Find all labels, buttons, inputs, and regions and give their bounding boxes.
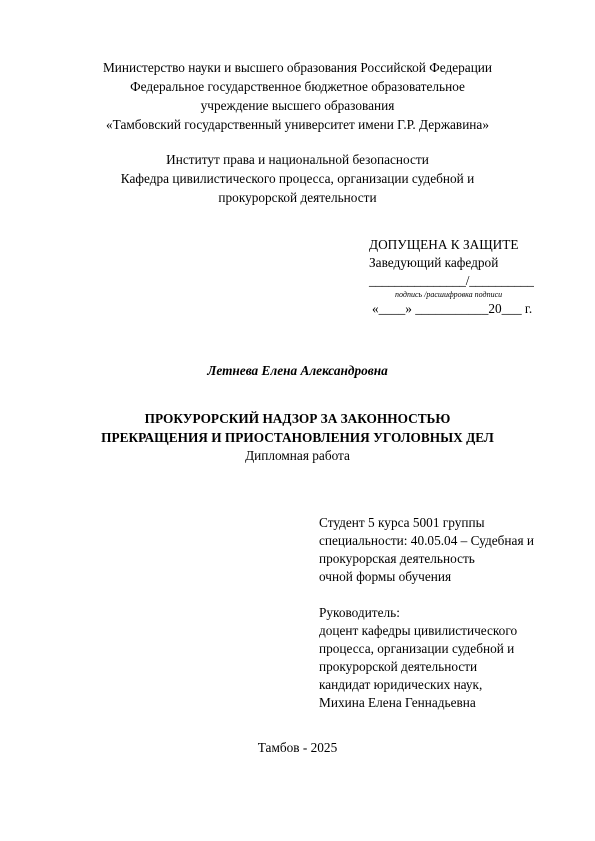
spacer bbox=[319, 586, 569, 604]
signature-caption: подпись /расшифровка подписи bbox=[395, 290, 503, 299]
student-info-line4: очной формы обучения bbox=[319, 569, 452, 584]
thesis-title-line2: ПРЕКРАЩЕНИЯ И ПРИОСТАНОВЛЕНИЯ УГОЛОВНЫХ ДЕЛ bbox=[101, 430, 494, 445]
supervisor-label: Руководитель: bbox=[319, 605, 400, 620]
work-type: Дипломная работа bbox=[245, 448, 350, 463]
institute-name: Институт права и национальной безопасности bbox=[166, 152, 429, 167]
approval-block bbox=[369, 236, 569, 318]
institution-type-line2: учреждение высшего образования bbox=[200, 98, 395, 113]
signature-line: _______________/__________ bbox=[369, 273, 534, 288]
thesis-title-line1: ПРОКУРОРСКИЙ НАДЗОР ЗА ЗАКОННОСТЬЮ bbox=[144, 411, 451, 426]
university-name: «Тамбовский государственный университет имени Г.Р. Державина» bbox=[106, 117, 489, 132]
student-info-line1: Студент 5 курса 5001 группы bbox=[319, 515, 485, 530]
city-year: Тамбов - 2025 bbox=[257, 740, 338, 755]
approval-status: ДОПУЩЕНА К ЗАЩИТЕ bbox=[369, 237, 519, 252]
thesis-title bbox=[40, 409, 555, 447]
department-name: Кафедра цивилистического процесса, организации судебной и прокурорской деятельности bbox=[120, 171, 475, 205]
supervisor-line2: процесса, организации судебной и bbox=[319, 641, 515, 656]
approval-date-line: «____» ___________20___ г. bbox=[372, 301, 533, 316]
student-info-line3: прокурорская деятельность bbox=[319, 551, 475, 566]
supervisor-name: Михина Елена Геннадьевна bbox=[319, 695, 476, 710]
institution-type-line1: Федеральное государственное бюджетное образовательное bbox=[130, 79, 465, 94]
student-supervisor-info bbox=[319, 514, 569, 712]
author-name: Летнева Елена Александровна bbox=[207, 363, 388, 378]
student-info-line2: специальности: 40.05.04 – Судебная и bbox=[319, 533, 535, 548]
header-department bbox=[80, 150, 515, 207]
supervisor-line3: прокурорской деятельности bbox=[319, 659, 478, 674]
header-organization bbox=[40, 58, 555, 134]
ministry-name: Министерство науки и высшего образования Российской Федерации bbox=[102, 60, 493, 75]
supervisor-line4: кандидат юридических наук, bbox=[319, 677, 483, 692]
approval-role: Заведующий кафедрой bbox=[369, 255, 499, 270]
supervisor-line1: доцент кафедры цивилистического bbox=[319, 623, 518, 638]
